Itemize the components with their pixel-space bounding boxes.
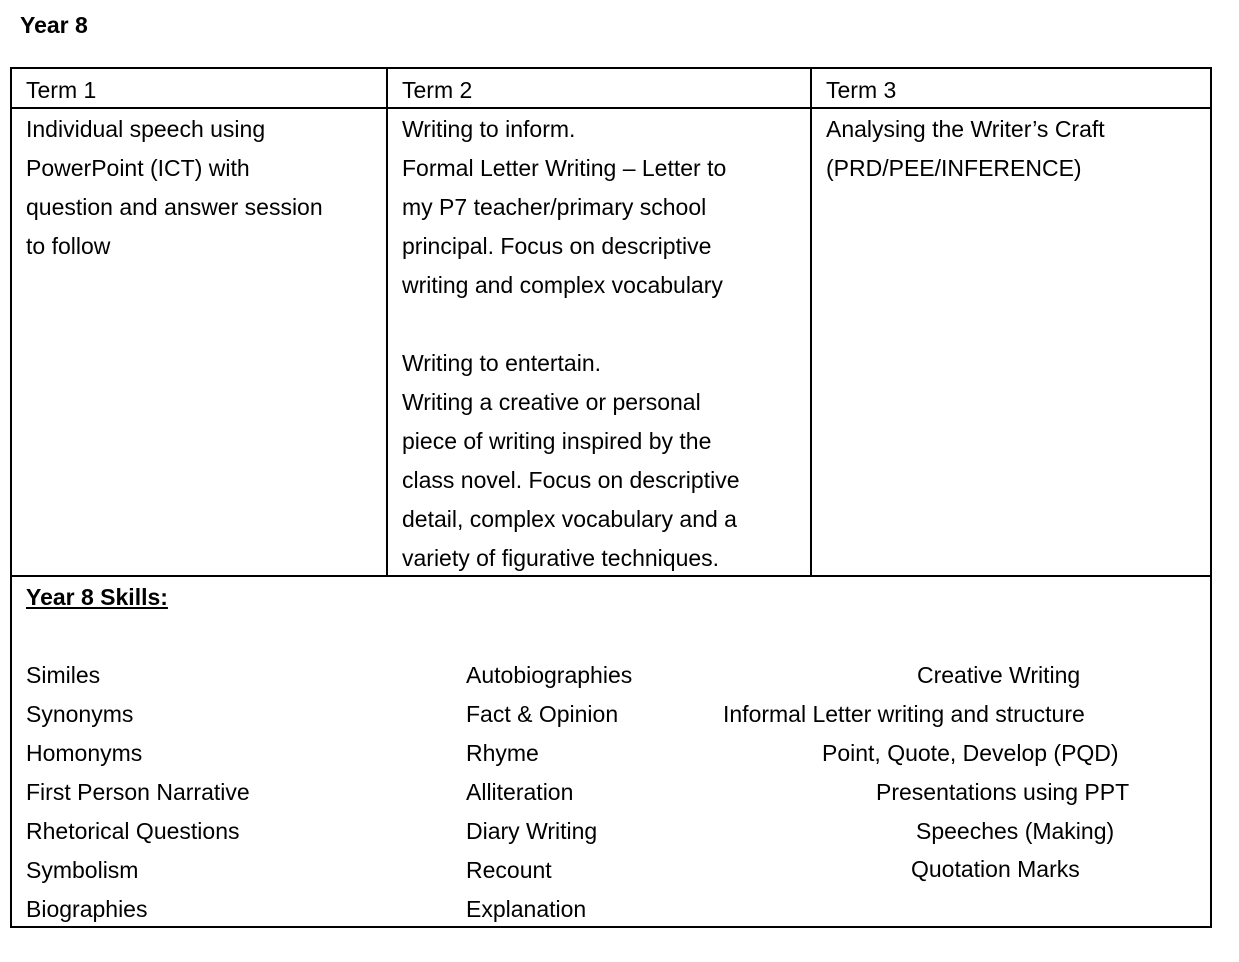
- skills-column-1: [26, 656, 250, 929]
- skill-item: Quotation Marks: [911, 856, 1080, 882]
- skill-item: Point, Quote, Develop (PQD): [822, 740, 1119, 766]
- header-term-2: Term 2: [402, 77, 473, 103]
- skill-item: Alliteration: [466, 779, 574, 805]
- header-term-1: Term 1: [26, 77, 97, 103]
- skill-item: Creative Writing: [917, 662, 1081, 688]
- curriculum-table: [10, 67, 1212, 928]
- skill-item: Speeches (Making): [916, 818, 1115, 844]
- term-2-content: Writing to inform. Formal Letter Writing – Letter to my P7 teacher/primary school principal. Focus on descriptive writing and complex vocabulary Writing to entertain. Writing a creative or personal piece of writing inspired by the class novel. Focus on descriptive detail, complex vocabulary and a variety of figurative techniques.: [402, 116, 740, 571]
- skill-item: Explanation: [466, 896, 587, 922]
- term-3-content: Analysing the Writer’s Craft (PRD/PEE/INFERENCE): [826, 116, 1105, 181]
- skill-item: Rhetorical Questions: [26, 818, 240, 844]
- skill-item: Autobiographies: [466, 662, 633, 688]
- skill-item: Rhyme: [466, 740, 539, 766]
- skill-item: Synonyms: [26, 701, 134, 727]
- skill-item: Recount: [466, 857, 552, 883]
- skill-item: Presentations using PPT: [876, 779, 1130, 805]
- skill-item: First Person Narrative: [26, 779, 250, 805]
- skill-item: Fact & Opinion: [466, 701, 619, 727]
- skill-item: Symbolism: [26, 857, 139, 883]
- skill-item: Homonyms: [26, 740, 143, 766]
- skills-column-2: [466, 656, 632, 929]
- skill-item: Similes: [26, 662, 101, 688]
- skill-item: Diary Writing: [466, 818, 598, 844]
- skill-item: Biographies: [26, 896, 148, 922]
- skills-heading: Year 8 Skills:: [26, 584, 168, 610]
- term-1-content: Individual speech using PowerPoint (ICT) with question and answer session to follow: [26, 116, 323, 259]
- header-term-3: Term 3: [826, 77, 897, 103]
- skill-item: Informal Letter writing and structure: [723, 701, 1085, 727]
- page-title: Year 8: [20, 12, 88, 38]
